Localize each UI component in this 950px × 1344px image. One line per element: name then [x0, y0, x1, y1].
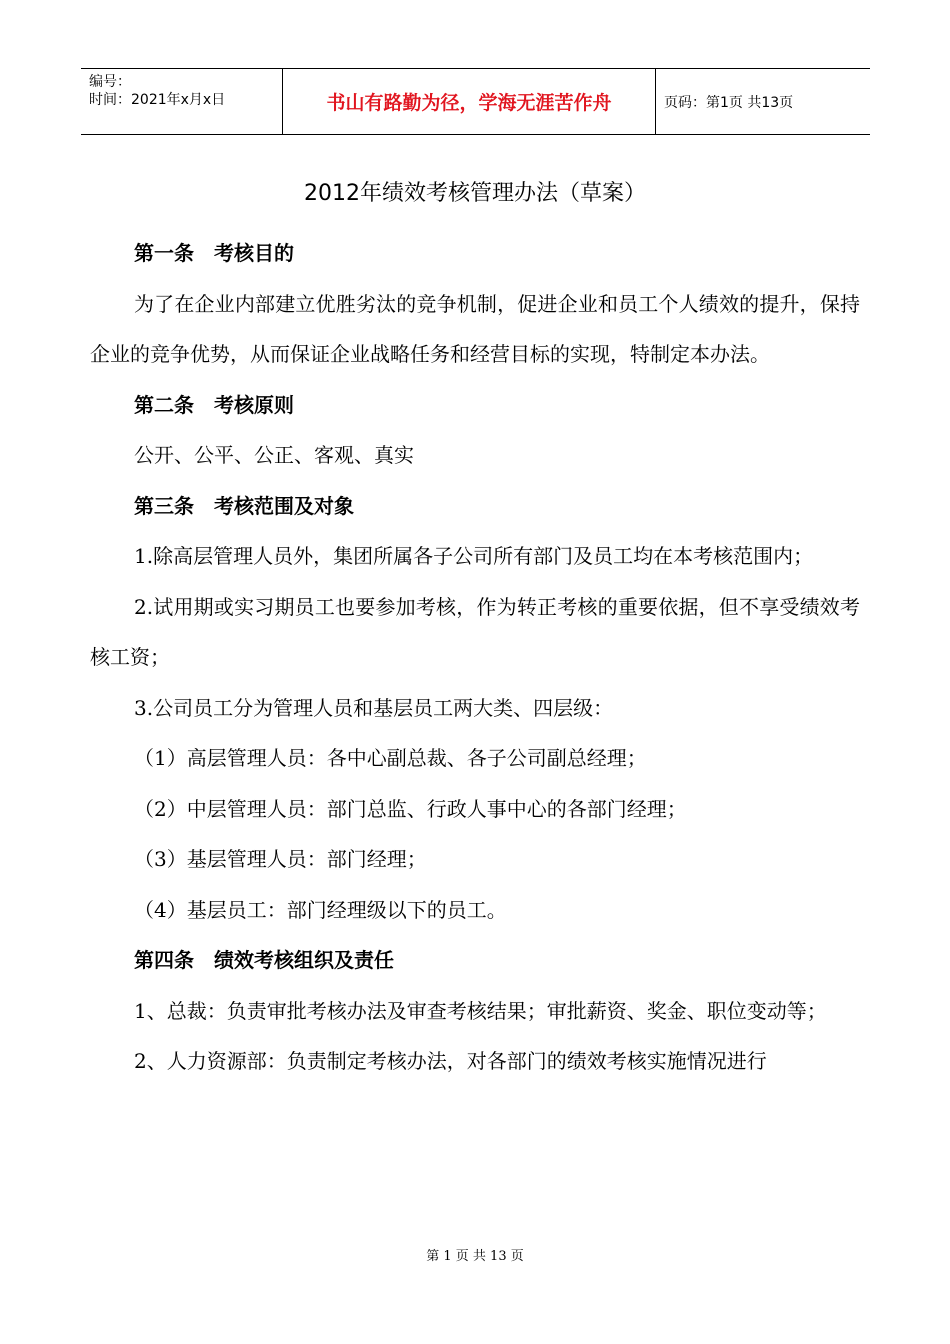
- sub-list-item: （3）基层管理人员：部门经理；: [134, 847, 427, 871]
- section-heading: 第四条 绩效考核组织及责任: [134, 948, 394, 972]
- paragraph: 公开、公平、公正、客观、真实: [134, 443, 414, 467]
- page-footer: 第 1 页 共 13 页: [426, 1249, 524, 1264]
- list-item: 1、总裁：负责审批考核办法及审查考核结果；审批薪资、奖金、职位变动等；: [134, 998, 827, 1023]
- header-motto: 书山有路勤为径，学海无涯苦作舟: [282, 69, 656, 134]
- sub-list-item: （2）中层管理人员：部门总监、行政人事中心的各部门经理；: [134, 796, 687, 821]
- paragraph: 为了在企业内部建立优胜劣汰的竞争机制，促进企业和员工个人绩效的提升，保持企业的竞争优势，从而保证企业战略任务和经营目标的实现，特制定本办法。: [90, 291, 860, 366]
- section-heading: 第三条 考核范围及对象: [134, 493, 354, 518]
- list-item: 1.除高层管理人员外，集团所属各子公司所有部门及员工均在本考核范围内；: [134, 544, 814, 568]
- sub-list-item: （4）基层员工：部门经理级以下的员工。: [134, 897, 507, 922]
- header-meta: [81, 69, 282, 134]
- document-header: [81, 68, 870, 135]
- section-heading: 第二条 考核原则: [134, 392, 294, 417]
- sub-list-item: （1）高层管理人员：各中心副总裁、各子公司副总经理；: [134, 746, 647, 770]
- document-title: 2012年绩效考核管理办法（草案）: [304, 181, 646, 206]
- list-item: 3.公司员工分为管理人员和基层员工两大类、四层级：: [134, 695, 614, 720]
- list-item: 2、人力资源部：负责制定考核办法，对各部门的绩效考核实施情况进行: [134, 1049, 767, 1073]
- section-heading: 第一条 考核目的: [134, 241, 294, 265]
- document-number-label: 编号：: [89, 74, 131, 90]
- document-body: [90, 228, 860, 1087]
- header-page-info: 页码：第1页 共13页: [664, 94, 794, 111]
- list-item: 2.试用期或实习期员工也要参加考核，作为转正考核的重要依据，但不享受绩效考核工资；: [90, 594, 860, 669]
- document-date: 时间：2021年x月x日: [89, 92, 226, 108]
